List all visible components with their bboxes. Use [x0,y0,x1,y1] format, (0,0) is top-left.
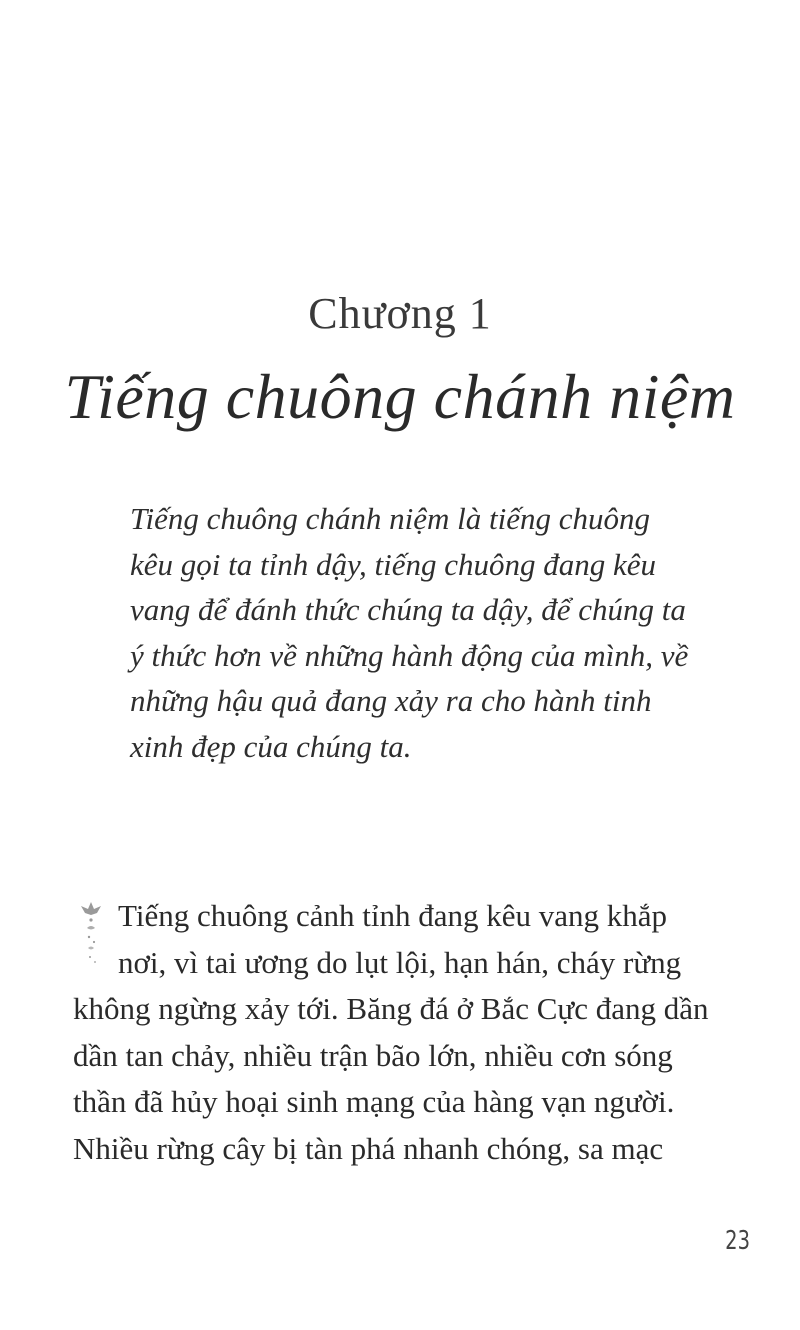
body-line: nơi, vì tai ương do lụt lội, hạn hán, cháy rừng [118,944,682,980]
epigraph-line: ý thức hơn về những hành động của mình, về [130,637,689,673]
epigraph-line: Tiếng chuông chánh niệm là tiếng chuông [130,501,651,536]
page-number: 23 [725,1226,750,1256]
epigraph-line: vang để đánh thức chúng ta dậy, để chúng ta [130,592,686,627]
epigraph-line: kêu gọi ta tỉnh dậy, tiếng chuông đang kêu [130,546,657,582]
epigraph [130,496,730,769]
body-line: dần tan chảy, nhiều trận bão lớn, nhiều cơn sóng [73,1037,673,1073]
body-line: Tiếng chuông cảnh tỉnh đang kêu vang khắp [118,898,668,933]
body-line: Nhiều rừng cây bị tàn phá nhanh chóng, sa mạc [73,1130,664,1166]
epigraph-line: những hậu quả đang xảy ra cho hành tinh [130,683,652,718]
body-paragraph [73,893,733,1172]
body-line: không ngừng xảy tới. Băng đá ở Bắc Cực đang dần [73,991,709,1026]
chapter-label: Chương 1 [308,289,492,338]
epigraph-line: xinh đẹp của chúng ta. [130,728,412,764]
body-line: thần đã hủy hoại sinh mạng của hàng vạn người. [73,1084,675,1119]
chapter-title: Tiếng chuông chánh niệm [64,361,736,432]
